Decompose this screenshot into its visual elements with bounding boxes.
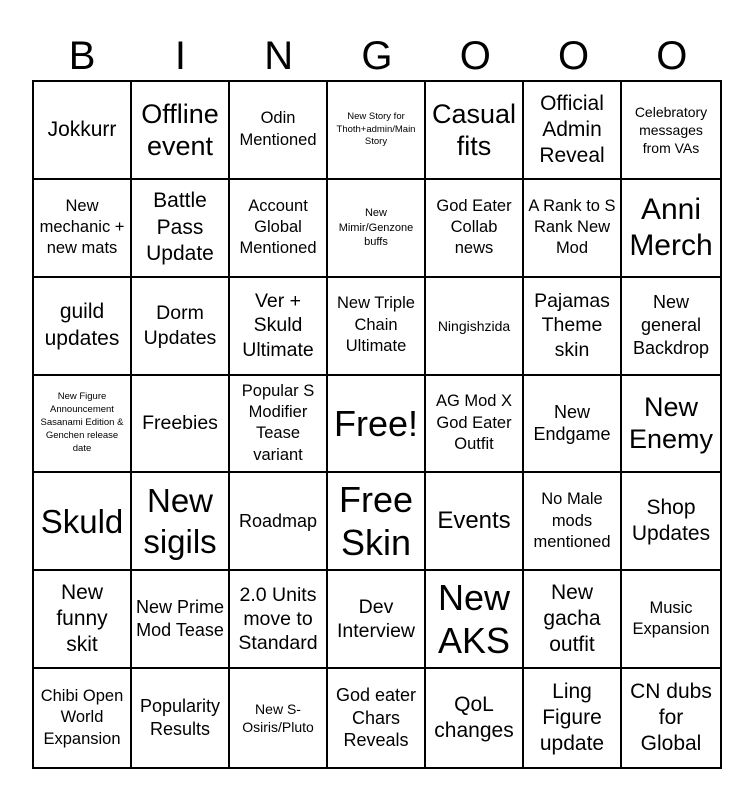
bingo-cell[interactable]: New funny skit <box>34 571 132 669</box>
bingo-cell[interactable]: New Figure Announcement Sasanami Edition & Genchen release date <box>34 376 132 474</box>
bingo-cell[interactable]: New sigils <box>132 473 230 571</box>
header-letter-b: B <box>68 34 96 78</box>
bingo-cell[interactable]: Dev Interview <box>328 571 426 669</box>
bingo-cell[interactable]: New mechanic + new mats <box>34 180 132 278</box>
header-letter-o-3: O <box>656 34 688 78</box>
bingo-cell[interactable]: Ningishzida <box>426 278 524 376</box>
bingo-cell[interactable]: Pajamas Theme skin <box>524 278 622 376</box>
header-letter-o-1: O <box>459 34 491 78</box>
header-letter-n: N <box>264 34 294 78</box>
bingo-cell[interactable]: Events <box>426 473 524 571</box>
bingo-cell[interactable]: New general Backdrop <box>622 278 720 376</box>
header-letter-i: I <box>174 34 186 78</box>
bingo-cell[interactable]: Celebratory messages from VAs <box>622 82 720 180</box>
bingo-cell[interactable]: New Endgame <box>524 376 622 474</box>
bingo-cell[interactable]: God Eater Collab news <box>426 180 524 278</box>
bingo-cell[interactable]: Odin Mentioned <box>230 82 328 180</box>
bingo-cell[interactable]: Official Admin Reveal <box>524 82 622 180</box>
bingo-cell[interactable]: Free Skin <box>328 473 426 571</box>
bingo-cell[interactable]: A Rank to S Rank New Mod <box>524 180 622 278</box>
bingo-cell[interactable]: Battle Pass Update <box>132 180 230 278</box>
bingo-cell[interactable]: New Prime Mod Tease <box>132 571 230 669</box>
bingo-cell[interactable]: No Male mods mentioned <box>524 473 622 571</box>
bingo-cell[interactable]: Roadmap <box>230 473 328 571</box>
bingo-cell[interactable]: Popularity Results <box>132 669 230 767</box>
bingo-cell[interactable]: God eater Chars Reveals <box>328 669 426 767</box>
bingo-cell[interactable]: Ling Figure update <box>524 669 622 767</box>
bingo-cell[interactable]: AG Mod X God Eater Outfit <box>426 376 524 474</box>
bingo-cell[interactable]: Offline event <box>132 82 230 180</box>
bingo-cell[interactable]: 2.0 Units move to Standard <box>230 571 328 669</box>
bingo-cell[interactable]: Popular S Modifier Tease variant <box>230 376 328 474</box>
bingo-cell[interactable]: Freebies <box>132 376 230 474</box>
bingo-cell[interactable]: New Enemy <box>622 376 720 474</box>
bingo-cell[interactable]: New AKS <box>426 571 524 669</box>
free-space[interactable]: Free! <box>328 376 426 474</box>
bingo-board <box>32 80 722 769</box>
bingo-cell[interactable]: New S-Osiris/Pluto <box>230 669 328 767</box>
bingo-cell[interactable]: Dorm Updates <box>132 278 230 376</box>
bingo-cell[interactable]: Anni Merch <box>622 180 720 278</box>
bingo-cell[interactable]: New Triple Chain Ultimate <box>328 278 426 376</box>
bingo-header <box>33 32 721 80</box>
bingo-cell[interactable]: QoL changes <box>426 669 524 767</box>
header-letter-g: G <box>361 34 393 78</box>
bingo-cell[interactable]: Shop Updates <box>622 473 720 571</box>
bingo-cell[interactable]: CN dubs for Global <box>630 679 712 756</box>
bingo-cell[interactable]: Jokkurr <box>34 82 132 180</box>
bingo-cell[interactable]: Music Expansion <box>622 571 720 669</box>
bingo-cell[interactable]: Casual fits <box>426 82 524 180</box>
bingo-cell[interactable]: New Story for Thoth+admin/Main Story <box>328 82 426 180</box>
header-letter-o-2: O <box>558 34 590 78</box>
bingo-cell[interactable]: Ver + Skuld Ultimate <box>230 278 328 376</box>
bingo-cell[interactable]: Account Global Mentioned <box>230 180 328 278</box>
bingo-cell[interactable]: Chibi Open World Expansion <box>34 669 132 767</box>
bingo-cell[interactable]: New Mimir/Genzone buffs <box>328 180 426 278</box>
bingo-cell[interactable]: guild updates <box>34 278 132 376</box>
bingo-cell[interactable]: Skuld <box>34 473 132 571</box>
bingo-cell[interactable]: New gacha outfit <box>524 571 622 669</box>
